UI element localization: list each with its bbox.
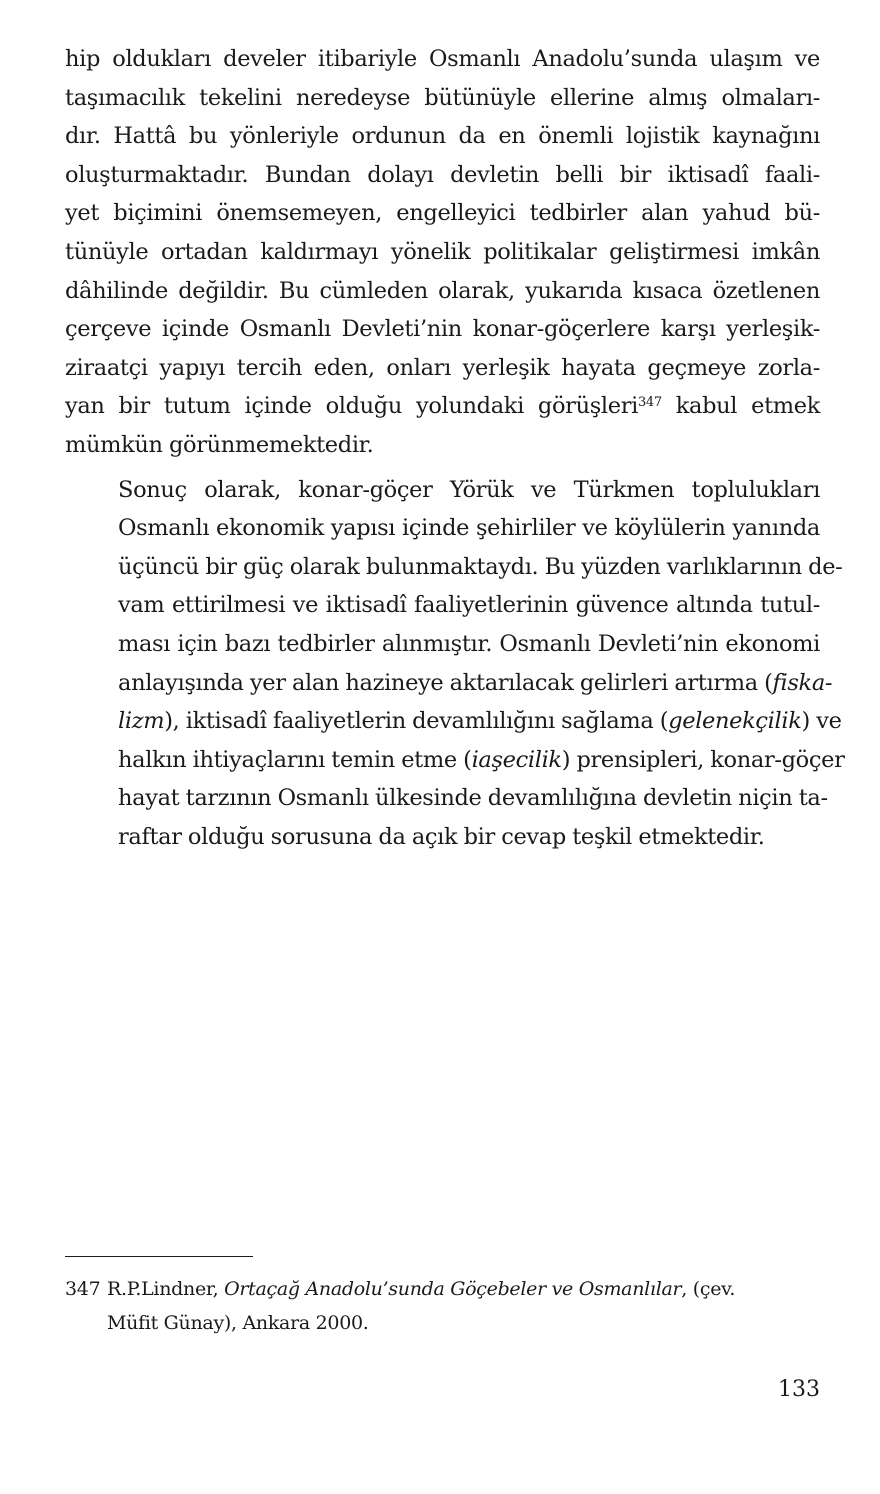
text-segment: kabul etmek bbox=[661, 393, 821, 420]
text-line: ması için bazı tedbirler alınmıştır. Osmanlı Devleti’nin ekonomi bbox=[118, 630, 820, 657]
body-text bbox=[65, 40, 845, 856]
text-line: oluşturmaktadır. Bundan dolayı devletin belli bir iktisadî faali- bbox=[65, 161, 820, 188]
text-line: Sonuç olarak, konar-göçer Yörük ve Türkmen toplulukları bbox=[118, 476, 820, 503]
text-line bbox=[65, 664, 833, 703]
book-page bbox=[65, 40, 845, 1460]
italic-term: iaşecilik bbox=[471, 746, 562, 773]
text-line: taşımacılık tekelini neredeyse bütünüyle ellerine almış olmaları- bbox=[65, 84, 820, 111]
text-line bbox=[65, 387, 820, 426]
text-segment: anlayışında yer alan hazineye aktarılacak gelirleri artırma ( bbox=[118, 669, 773, 696]
text-line: vam ettirilmesi ve iktisadî faaliyetlerinin güvence altında tutul- bbox=[118, 592, 820, 619]
text-line bbox=[65, 702, 842, 741]
text-line: hip oldukları develer itibariyle Osmanlı Anadolu’sunda ulaşım ve bbox=[65, 46, 820, 72]
text-line: dâhilinde değildir. Bu cümleden olarak, yukarıda kısaca özetlenen bbox=[65, 277, 820, 304]
text-line: raftar olduğu sorusuna da açık bir cevap teşkil etmektedir. bbox=[118, 823, 765, 850]
text-line: hayat tarzının Osmanlı ülkesinde devamlılığına devletin niçin ta- bbox=[118, 785, 828, 812]
paragraph-1 bbox=[65, 40, 820, 465]
text-segment: ) ve bbox=[801, 708, 842, 735]
italic-term: gelenekçilik bbox=[668, 708, 802, 735]
text-line: dır. Hattâ bu yönleriyle ordunun da en önemli lojistik kaynağını bbox=[65, 123, 820, 150]
text-line: yet biçimini önemsemeyen, engelleyici tedbirler alan yahud bü- bbox=[65, 200, 820, 227]
italic-term: fiska- bbox=[772, 669, 833, 696]
text-line: üçüncü bir güç olarak bulunmaktaydı. Bu yüzden varlıklarının de- bbox=[118, 553, 843, 580]
footnote-title: Ortaçağ Anadolu’sunda Göçebeler ve Osmanlılar bbox=[224, 1278, 682, 1300]
text-line: tünüyle ortadan kaldırmayı yönelik politikalar geliştirmesi imkân bbox=[65, 238, 820, 265]
footnote-number: 347 bbox=[65, 1278, 101, 1300]
footnote-reference[interactable]: 347 bbox=[637, 395, 662, 411]
text-line bbox=[65, 741, 845, 780]
text-segment: ) prensipleri, konar-göçer bbox=[561, 746, 845, 773]
italic-term: lizm bbox=[118, 708, 165, 735]
text-line: mümkün görünmemektedir. bbox=[65, 431, 374, 458]
footnote-continuation: Müfit Günay), Ankara 2000. bbox=[107, 1312, 369, 1334]
footnote-divider bbox=[65, 1256, 253, 1257]
text-line: Osmanlı ekonomik yapısı içinde şehirliler ve köylülerin yanında bbox=[118, 515, 820, 542]
text-segment: ), iktisadî faaliyetlerin devamlılığını sağlama ( bbox=[164, 708, 669, 735]
paragraph-2 bbox=[65, 471, 845, 857]
text-segment: halkın ihtiyaçlarını temin etme ( bbox=[118, 746, 472, 773]
footnote-author: R.P.Lindner, bbox=[107, 1278, 225, 1300]
page-number: 133 bbox=[778, 1377, 820, 1402]
footnote bbox=[65, 1272, 820, 1340]
text-line: çerçeve içinde Osmanlı Devleti’nin konar-göçerlere karşı yerleşik- bbox=[65, 316, 820, 343]
footnote-translator-prefix: , (çev. bbox=[681, 1278, 736, 1300]
text-segment: yan bir tutum içinde olduğu yolundaki görüşleri bbox=[65, 393, 638, 420]
text-line: ziraatçi yapıyı tercih eden, onları yerleşik hayata geçmeye zorla- bbox=[65, 354, 820, 381]
